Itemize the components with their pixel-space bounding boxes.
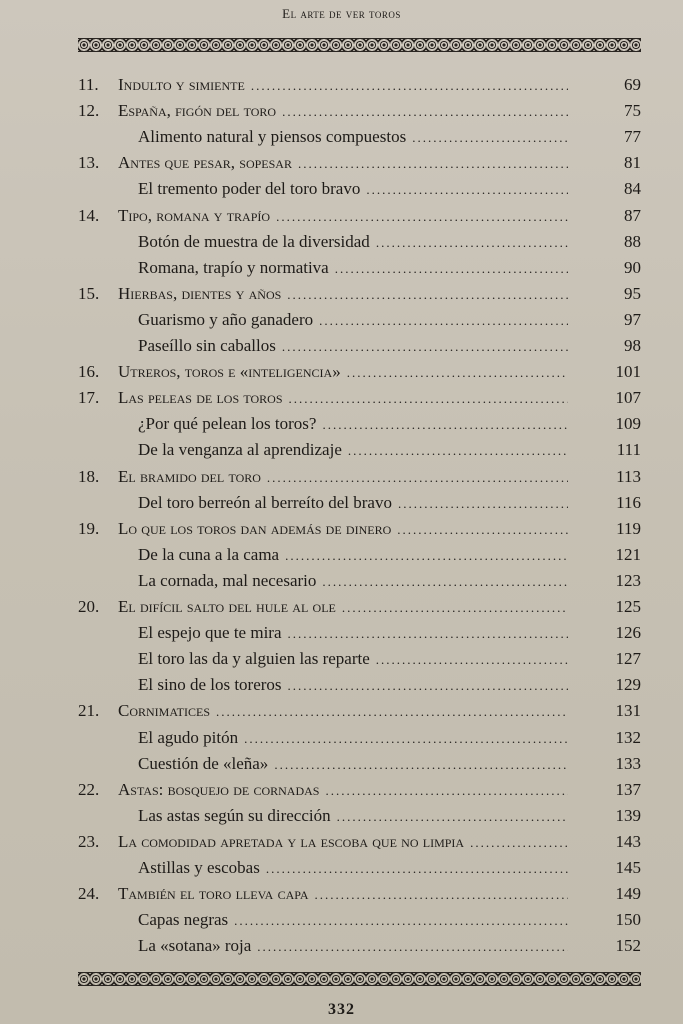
dot-leader (257, 934, 568, 960)
entry-title-text: Astas: bosquejo de cornadas (118, 779, 320, 799)
toc-section-entry (0, 620, 683, 646)
entry-title (138, 176, 568, 203)
entry-page-number: 116 (616, 492, 641, 512)
dot-leader (322, 569, 568, 595)
entry-title-text: El espejo que te mira (138, 623, 282, 643)
entry-title-text: La comodidad apretada y la escoba que no limpia (118, 831, 465, 851)
entry-title (138, 542, 568, 569)
toc-section-entry (0, 751, 683, 777)
toc-section-entry (0, 490, 683, 516)
entry-title (138, 124, 568, 151)
dot-leader (322, 412, 568, 438)
dot-leader (398, 491, 568, 517)
entry-title (138, 933, 568, 960)
entry-page-number: 97 (624, 309, 641, 329)
toc-section-entry (0, 672, 683, 698)
entry-page-number: 90 (624, 257, 641, 277)
entry-title-text: El sino de los toreros (138, 675, 282, 695)
ornament-top (78, 38, 641, 52)
entry-title-text: Guarismo y año ganadero (138, 309, 314, 329)
entry-title-text: Las peleas de los toros (118, 388, 283, 408)
toc-chapter-entry (0, 98, 683, 124)
entry-page-number: 81 (624, 153, 641, 173)
entry-title (138, 855, 568, 882)
dot-leader (412, 125, 568, 151)
chapter-number: 15. (78, 283, 100, 303)
entry-title-text: El toro las da y alguien las reparte (138, 649, 370, 669)
dot-leader (470, 830, 568, 856)
dot-leader (267, 465, 568, 491)
entry-title (118, 698, 568, 725)
toc-chapter-entry (0, 516, 683, 542)
toc-section-entry (0, 646, 683, 672)
chapter-number: 21. (78, 701, 100, 721)
dot-leader (337, 804, 568, 830)
dot-leader (325, 778, 568, 804)
toc-section-entry (0, 176, 683, 202)
toc-chapter-entry (0, 72, 683, 98)
entry-title-text: Tipo, romana y trapío (118, 205, 271, 225)
dot-leader (376, 230, 568, 256)
entry-page-number: 88 (624, 231, 641, 251)
entry-page-number: 131 (615, 701, 641, 721)
entry-title-text: Cornimatices (118, 701, 211, 721)
entry-title-text: Antes que pesar, sopesar (118, 153, 292, 173)
entry-page-number: 119 (616, 518, 641, 538)
entry-title (138, 255, 568, 282)
dot-leader (287, 282, 568, 308)
toc-section-entry (0, 255, 683, 281)
entry-page-number: 129 (615, 675, 641, 695)
dot-leader (348, 438, 568, 464)
toc-chapter-entry (0, 281, 683, 307)
toc-section-entry (0, 933, 683, 959)
entry-page-number: 137 (615, 779, 641, 799)
dot-leader (276, 204, 568, 230)
entry-title-text: La cornada, mal necesario (138, 570, 317, 590)
entry-page-number: 132 (615, 727, 641, 747)
entry-page-number: 84 (624, 179, 641, 199)
entry-title-text: Lo que los toros dan además de dinero (118, 518, 392, 538)
entry-title (118, 72, 568, 99)
entry-page-number: 143 (615, 831, 641, 851)
entry-title (138, 307, 568, 334)
dot-leader (274, 752, 568, 778)
entry-title (118, 464, 568, 491)
dot-leader (282, 334, 568, 360)
dot-leader (335, 256, 568, 282)
entry-title (118, 777, 568, 804)
dot-leader (366, 177, 568, 203)
toc-section-entry (0, 229, 683, 255)
toc-chapter-entry (0, 150, 683, 176)
toc-section-entry (0, 411, 683, 437)
entry-page-number: 113 (616, 466, 641, 486)
entry-page-number: 149 (615, 884, 641, 904)
entry-page-number: 125 (615, 597, 641, 616)
entry-page-number: 127 (615, 649, 641, 669)
entry-title-text: ¿Por qué pelean los toros? (138, 414, 317, 434)
entry-title-text: España, figón del toro (118, 101, 277, 121)
entry-title-text: El difícil salto del hule al ole (118, 597, 336, 616)
chapter-number: 11. (78, 75, 99, 94)
dot-leader (319, 308, 568, 334)
toc-chapter-entry (0, 594, 683, 620)
entry-title (118, 385, 568, 412)
dot-leader (347, 360, 568, 386)
entry-title (138, 229, 568, 256)
entry-title (118, 881, 568, 908)
entry-title (138, 411, 568, 438)
toc-section-entry (0, 333, 683, 359)
entry-title-text: Indulto y simiente (118, 75, 245, 94)
entry-title (138, 490, 568, 517)
entry-title (118, 203, 568, 230)
entry-page-number: 77 (624, 127, 641, 147)
entry-title-text: También el toro lleva capa (118, 884, 309, 904)
dot-leader (234, 908, 568, 934)
dot-leader (288, 621, 568, 647)
entry-title (118, 359, 568, 386)
page-number: 332 (328, 1001, 355, 1018)
entry-page-number: 145 (615, 858, 641, 877)
dot-leader (266, 856, 568, 882)
dot-leader (282, 99, 568, 125)
toc-section-entry (0, 437, 683, 463)
dot-leader (251, 73, 568, 99)
entry-page-number: 109 (615, 414, 641, 434)
entry-page-number: 121 (615, 544, 641, 564)
entry-title-text: Romana, trapío y normativa (138, 257, 329, 277)
entry-title (138, 803, 568, 830)
entry-title (138, 907, 568, 934)
entry-title (138, 725, 568, 752)
ornament-bottom (78, 972, 641, 986)
entry-title-text: El bramido del toro (118, 466, 261, 486)
toc-chapter-entry (0, 464, 683, 490)
entry-page-number: 152 (615, 936, 641, 956)
chapter-number: 23. (78, 831, 100, 851)
chapter-number: 13. (78, 153, 100, 173)
entry-page-number: 150 (615, 910, 641, 930)
dot-leader (244, 726, 568, 752)
entry-page-number: 95 (624, 283, 641, 303)
toc-chapter-entry (0, 203, 683, 229)
chapter-number: 18. (78, 466, 100, 486)
entry-page-number: 107 (615, 388, 641, 408)
entry-title-text: La «sotana» roja (138, 936, 252, 956)
toc-chapter-entry (0, 881, 683, 907)
entry-title-text: Hierbas, dientes y años (118, 283, 282, 303)
chapter-number: 19. (78, 518, 100, 538)
entry-page-number: 123 (615, 570, 641, 590)
toc-chapter-entry (0, 829, 683, 855)
dot-leader (315, 882, 568, 908)
entry-page-number: 69 (624, 75, 641, 94)
dot-leader (342, 595, 568, 621)
entry-title-text: Paseíllo sin caballos (138, 336, 276, 355)
entry-title-text: Utreros, toros e «inteligencia» (118, 362, 341, 382)
dot-leader (288, 673, 568, 699)
entry-page-number: 111 (616, 440, 641, 460)
entry-title (118, 281, 568, 308)
toc-section-entry (0, 124, 683, 150)
entry-title (138, 646, 568, 673)
toc-chapter-entry (0, 385, 683, 411)
entry-title (138, 437, 568, 464)
chapter-number: 14. (78, 205, 100, 225)
chapter-number: 24. (78, 884, 100, 904)
entry-page-number: 98 (624, 336, 641, 355)
entry-title-text: El agudo pitón (138, 727, 239, 747)
entry-title (138, 333, 568, 360)
dot-leader (298, 151, 568, 177)
entry-title-text: Del toro berreón al berreíto del bravo (138, 492, 392, 512)
entry-page-number: 101 (615, 362, 641, 382)
dot-leader (397, 517, 568, 543)
dot-leader (285, 543, 568, 569)
entry-page-number: 87 (624, 205, 641, 225)
entry-page-number: 126 (615, 623, 641, 643)
dot-leader (216, 699, 568, 725)
entry-title-text: De la cuna a la cama (138, 544, 280, 564)
chapter-number: 12. (78, 101, 100, 121)
running-head: El arte de ver toros (282, 6, 401, 21)
entry-title (138, 568, 568, 595)
entry-page-number: 139 (615, 805, 641, 825)
entry-page-number: 75 (624, 101, 641, 121)
chapter-number: 22. (78, 779, 100, 799)
entry-title-text: Astillas y escobas (138, 858, 260, 877)
entry-page-number: 133 (615, 753, 641, 773)
chapter-number: 16. (78, 362, 100, 382)
toc-section-entry (0, 907, 683, 933)
entry-title (118, 150, 568, 177)
toc-section-entry (0, 803, 683, 829)
chapter-number: 20. (78, 597, 100, 616)
entry-title-text: Botón de muestra de la diversidad (138, 231, 370, 251)
entry-title-text: Cuestión de «leña» (138, 753, 269, 773)
toc-section-entry (0, 542, 683, 568)
toc-chapter-entry (0, 777, 683, 803)
entry-title (118, 594, 568, 621)
entry-title (138, 672, 568, 699)
entry-title (118, 829, 568, 856)
entry-title (138, 751, 568, 778)
entry-title (118, 98, 568, 125)
entry-title-text: El tremento poder del toro bravo (138, 179, 361, 199)
entry-title (118, 516, 568, 543)
toc-section-entry (0, 568, 683, 594)
entry-title-text: Alimento natural y piensos compuestos (138, 127, 407, 147)
toc-chapter-entry (0, 359, 683, 385)
toc-section-entry (0, 307, 683, 333)
dot-leader (376, 647, 568, 673)
entry-title-text: Las astas según su dirección (138, 805, 331, 825)
dot-leader (289, 386, 568, 412)
chapter-number: 17. (78, 388, 100, 408)
entry-title-text: Capas negras (138, 910, 229, 930)
toc-section-entry (0, 725, 683, 751)
toc-section-entry (0, 855, 683, 881)
toc-chapter-entry (0, 698, 683, 724)
entry-title (138, 620, 568, 647)
entry-title-text: De la venganza al aprendizaje (138, 440, 342, 460)
